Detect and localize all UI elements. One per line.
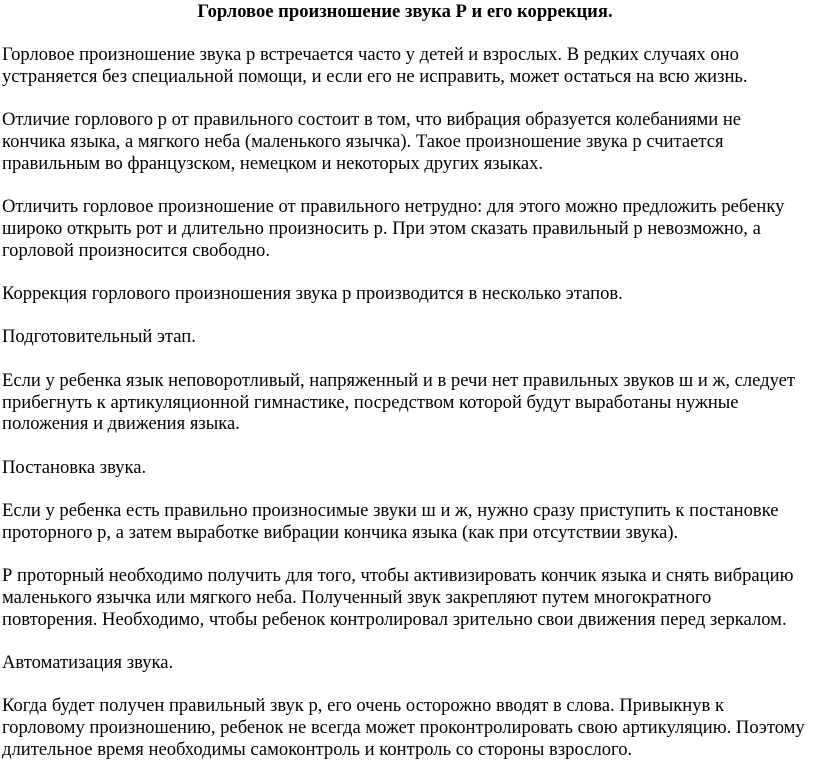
document-page <box>2 0 808 760</box>
spacer <box>2 435 808 457</box>
paragraph-proto-r: Р проторный необходимо получить для того, чтобы активизировать кончик языка и снять вибрацию маленького язычка или мягкого неба. Полученный звук закрепляют путем многократного повторения. Необходимо, чтобы ребенок контролировал зрительно свои движения перед зеркалом. <box>2 565 794 630</box>
heading-preparatory-stage: Подготовительный этап. <box>2 326 196 348</box>
paragraph-automation: Когда будет получен правильный звук р, его очень осторожно вводят в слова. Привыкнув к горловому произношению, ребенок не всегда может проконтролировать свою артикуляцию. Поэтому длительное время необходимы самоконтроль и контроль со стороны взрослого. <box>2 695 805 760</box>
spacer <box>2 674 808 696</box>
spacer <box>2 543 808 565</box>
spacer <box>2 175 808 197</box>
heading-automation: Автоматизация звука. <box>2 651 174 673</box>
paragraph-diagnosis: Отличить горловое произношение от правильного нетрудно: для этого можно предложить ребенку широко открыть рот и длительно произносить р. При этом сказать правильный р невозможно, а горловой произносится свободно. <box>2 196 785 261</box>
paragraph-sound-setting: Если у ребенка есть правильно произносимые звуки ш и ж, нужно сразу приступить к постановке проторного р, а затем выработке вибрации кончика языка (как при отсутствии звука). <box>2 500 779 543</box>
spacer <box>2 630 808 652</box>
spacer <box>2 348 808 370</box>
paragraph-correction-stages: Коррекция горлового произношения звука р производится в несколько этапов. <box>2 283 623 305</box>
spacer <box>2 23 808 45</box>
document-title: Горловое произношение звука Р и его коррекция. <box>197 1 613 22</box>
spacer <box>2 478 808 500</box>
spacer <box>2 261 808 283</box>
paragraph-articulation-gymnastics: Если у ребенка язык неповоротливый, напряженный и в речи нет правильных звуков ш и ж, следует прибегнуть к артикуляционной гимнастике, посредством которой будут выработаны нужные положения и движения языка. <box>2 369 796 435</box>
paragraph-intro: Горловое произношение звука р встречается часто у детей и взрослых. В редких случаях оно устраняется без специальной помощи, и если его не исправить, может остаться на всю жизнь. <box>2 44 748 88</box>
spacer <box>2 305 808 327</box>
spacer <box>2 88 808 110</box>
paragraph-difference: Отличие горлового р от правильного состоит в том, что вибрация образуется колебаниями не кончика языка, а мягкого неба (маленького язычка). Такое произношение звука р считается правильным во французском, немецком и некоторых других языках. <box>2 109 742 174</box>
heading-sound-setting: Постановка звука. <box>2 456 147 478</box>
